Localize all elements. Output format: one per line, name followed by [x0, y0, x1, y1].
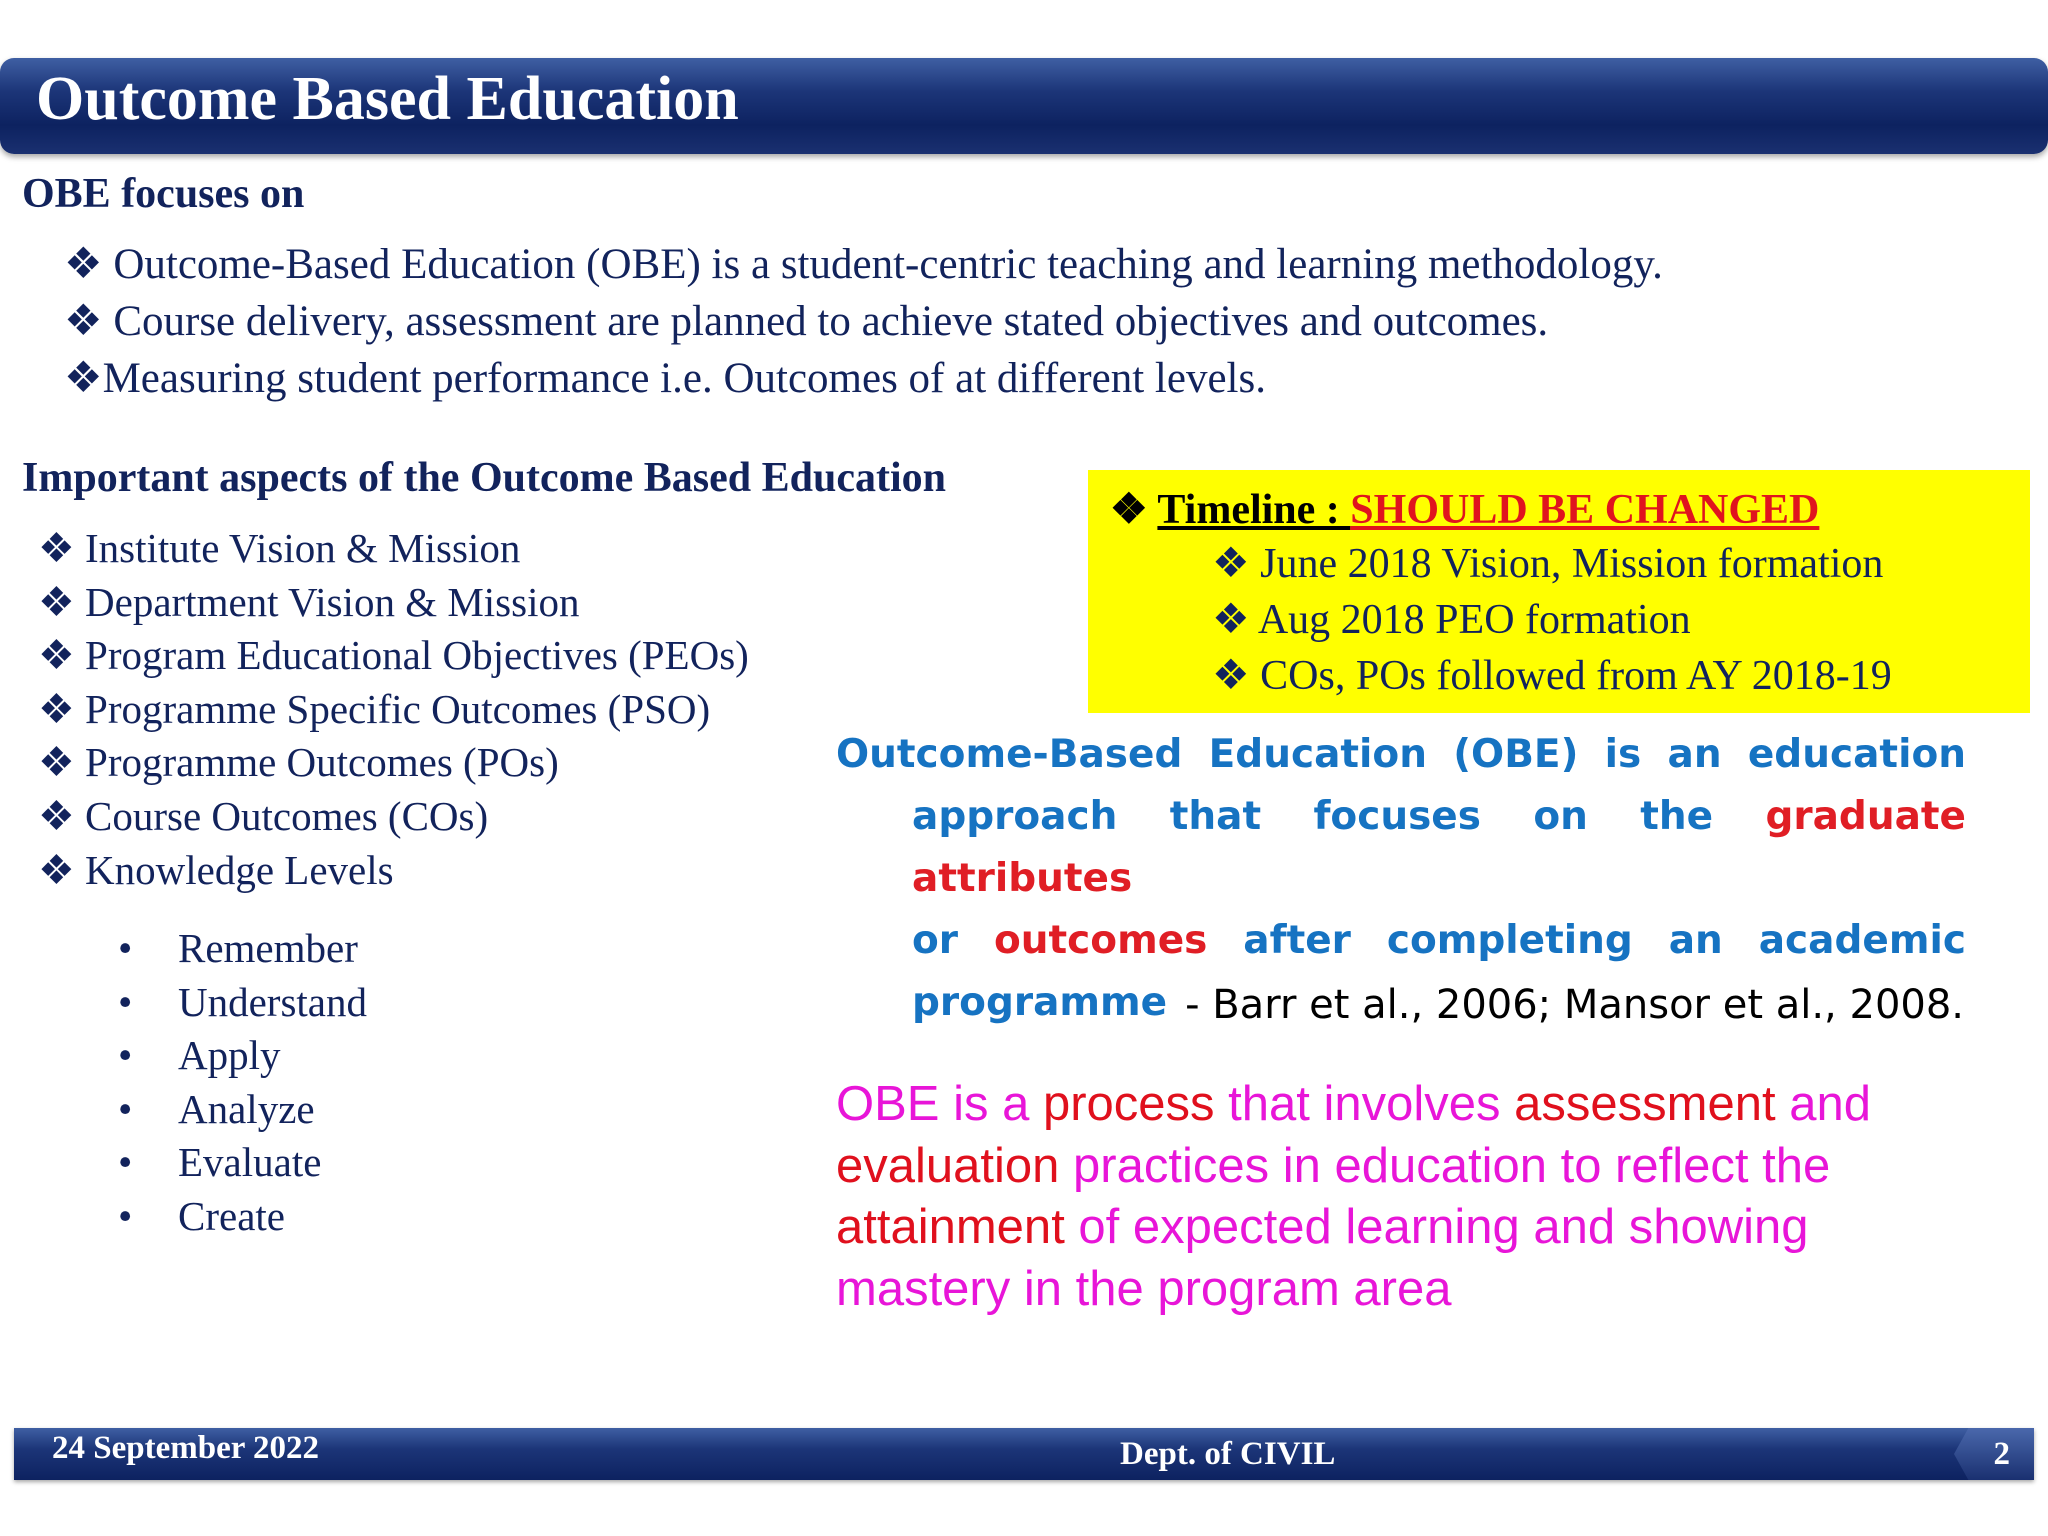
- aspect-item: [38, 629, 749, 683]
- aspect-item-text: Programme Specific Outcomes (PSO): [85, 685, 711, 732]
- level-item: [118, 976, 367, 1030]
- aspects-list: [38, 522, 749, 897]
- level-text: Analyze: [178, 1085, 315, 1132]
- dot-bullet-icon: •: [118, 1085, 133, 1132]
- level-text: Apply: [178, 1032, 281, 1079]
- timeline-item-text: June 2018 Vision, Mission formation: [1260, 541, 1884, 587]
- process-line: [836, 1074, 1996, 1136]
- timeline-warning: SHOULD BE CHANGED: [1350, 487, 1820, 533]
- process-highlight: evaluation: [836, 1138, 1060, 1193]
- diamond-bullet-icon: ❖: [38, 846, 75, 893]
- knowledge-levels-list: [118, 922, 367, 1244]
- focus-item-text: Outcome-Based Education (OBE) is a student-centric teaching and learning methodology.: [102, 241, 1663, 288]
- process-line: [836, 1136, 1996, 1198]
- level-text: Remember: [178, 925, 358, 971]
- aspect-item: [38, 522, 749, 576]
- level-item: [118, 1083, 367, 1137]
- diamond-bullet-icon: ❖: [1212, 653, 1250, 699]
- dot-bullet-icon: •: [118, 1139, 133, 1186]
- footer-bar: [14, 1428, 2034, 1480]
- aspect-item: [38, 683, 749, 737]
- aspect-item-text: Knowledge Levels: [85, 846, 394, 893]
- timeline-item-text: COs, POs followed from AY 2018-19: [1260, 653, 1892, 699]
- aspect-item-text: Institute Vision & Mission: [85, 525, 521, 571]
- diamond-bullet-icon: ❖: [1212, 597, 1250, 643]
- diamond-bullet-icon: ❖: [64, 241, 103, 288]
- diamond-bullet-icon: ❖: [38, 632, 75, 679]
- process-text: OBE is a: [836, 1077, 1043, 1131]
- footer-dept: Dept. of CIVIL: [1120, 1436, 1336, 1472]
- process-text: practices in education to reflect the: [1059, 1138, 1831, 1193]
- aspect-item: [38, 790, 749, 844]
- level-item: [118, 922, 367, 976]
- timeline-item: [1212, 648, 1892, 704]
- process-text: and: [1775, 1077, 1871, 1131]
- diamond-bullet-icon: ❖: [1212, 541, 1250, 587]
- obe-process-statement: [836, 1074, 1996, 1320]
- focus-heading: OBE focuses on: [22, 171, 305, 217]
- process-highlight: process: [1042, 1077, 1215, 1131]
- level-text: Understand: [178, 978, 368, 1025]
- timeline-item: [1212, 536, 1892, 592]
- focus-item: [64, 236, 1663, 293]
- diamond-bullet-icon: ❖: [38, 685, 75, 732]
- timeline-item-text: Aug 2018 PEO formation: [1257, 597, 1691, 643]
- definition-text: or: [912, 918, 994, 963]
- aspect-item-text: Course Outcomes (COs): [85, 792, 489, 839]
- diamond-bullet-icon: ❖: [38, 578, 75, 625]
- diamond-bullet-icon: ❖: [38, 739, 75, 786]
- definition-line: [836, 786, 1966, 910]
- diamond-bullet-icon: ❖: [1110, 487, 1148, 533]
- focus-item-text: Measuring student performance i.e. Outcomes of at different levels.: [102, 355, 1266, 402]
- definition-highlight: graduate attributes: [912, 794, 1966, 901]
- aspect-item: [38, 736, 749, 790]
- diamond-bullet-icon: ❖: [38, 525, 75, 571]
- definition-text: after completing an academic: [1207, 918, 1966, 963]
- level-item: [118, 1190, 367, 1244]
- aspects-heading: Important aspects of the Outcome Based Education: [22, 455, 946, 501]
- dot-bullet-icon: •: [118, 1192, 133, 1239]
- focus-item-text: Course delivery, assessment are planned to achieve stated objectives and outcomes.: [102, 298, 1549, 345]
- definition-highlight: outcomes: [993, 918, 1208, 963]
- definition-line: [836, 910, 1966, 972]
- diamond-bullet-icon: ❖: [38, 792, 75, 839]
- process-line: [836, 1197, 1996, 1259]
- page-number: 2: [1993, 1436, 2010, 1472]
- dot-bullet-icon: •: [118, 1032, 133, 1079]
- aspect-item-text: Department Vision & Mission: [85, 578, 580, 625]
- diamond-bullet-icon: ❖: [64, 355, 103, 402]
- focus-item: [64, 350, 1663, 407]
- process-text: of expected learning and showing: [1064, 1200, 1809, 1254]
- dot-bullet-icon: •: [118, 978, 133, 1025]
- footer-date: 24 September 2022: [52, 1430, 320, 1466]
- process-text: that involves: [1214, 1077, 1515, 1131]
- focus-item: [64, 293, 1663, 350]
- timeline-item: [1212, 592, 1892, 648]
- timeline-box: [1088, 470, 2030, 713]
- aspect-item: [38, 844, 749, 898]
- slide-title: Outcome Based Education: [36, 65, 739, 133]
- level-item: [118, 1029, 367, 1083]
- timeline-label: Timeline :: [1157, 487, 1351, 533]
- timeline-heading: [1110, 484, 1819, 534]
- definition-text: approach that focuses on the: [912, 794, 1766, 839]
- level-text: Create: [178, 1192, 285, 1239]
- level-item: [118, 1136, 367, 1190]
- aspect-item-text: Program Educational Objectives (PEOs): [85, 632, 749, 679]
- process-line: mastery in the program area: [836, 1261, 1452, 1316]
- citation: - Barr et al., 2006; Mansor et al., 2008.: [1185, 982, 1964, 1028]
- definition-line: Outcome-Based Education (OBE) is an education: [836, 732, 1966, 777]
- aspect-item: [38, 576, 749, 630]
- process-highlight: assessment: [1514, 1077, 1776, 1131]
- focus-list: [64, 236, 1663, 407]
- aspect-item-text: Programme Outcomes (POs): [85, 739, 559, 786]
- timeline-items: [1212, 536, 1892, 704]
- level-text: Evaluate: [178, 1139, 322, 1186]
- definition-line: programme: [912, 980, 1168, 1025]
- diamond-bullet-icon: ❖: [64, 298, 103, 345]
- process-highlight: attainment: [836, 1200, 1065, 1254]
- title-bar: [0, 58, 2048, 154]
- dot-bullet-icon: •: [118, 925, 133, 971]
